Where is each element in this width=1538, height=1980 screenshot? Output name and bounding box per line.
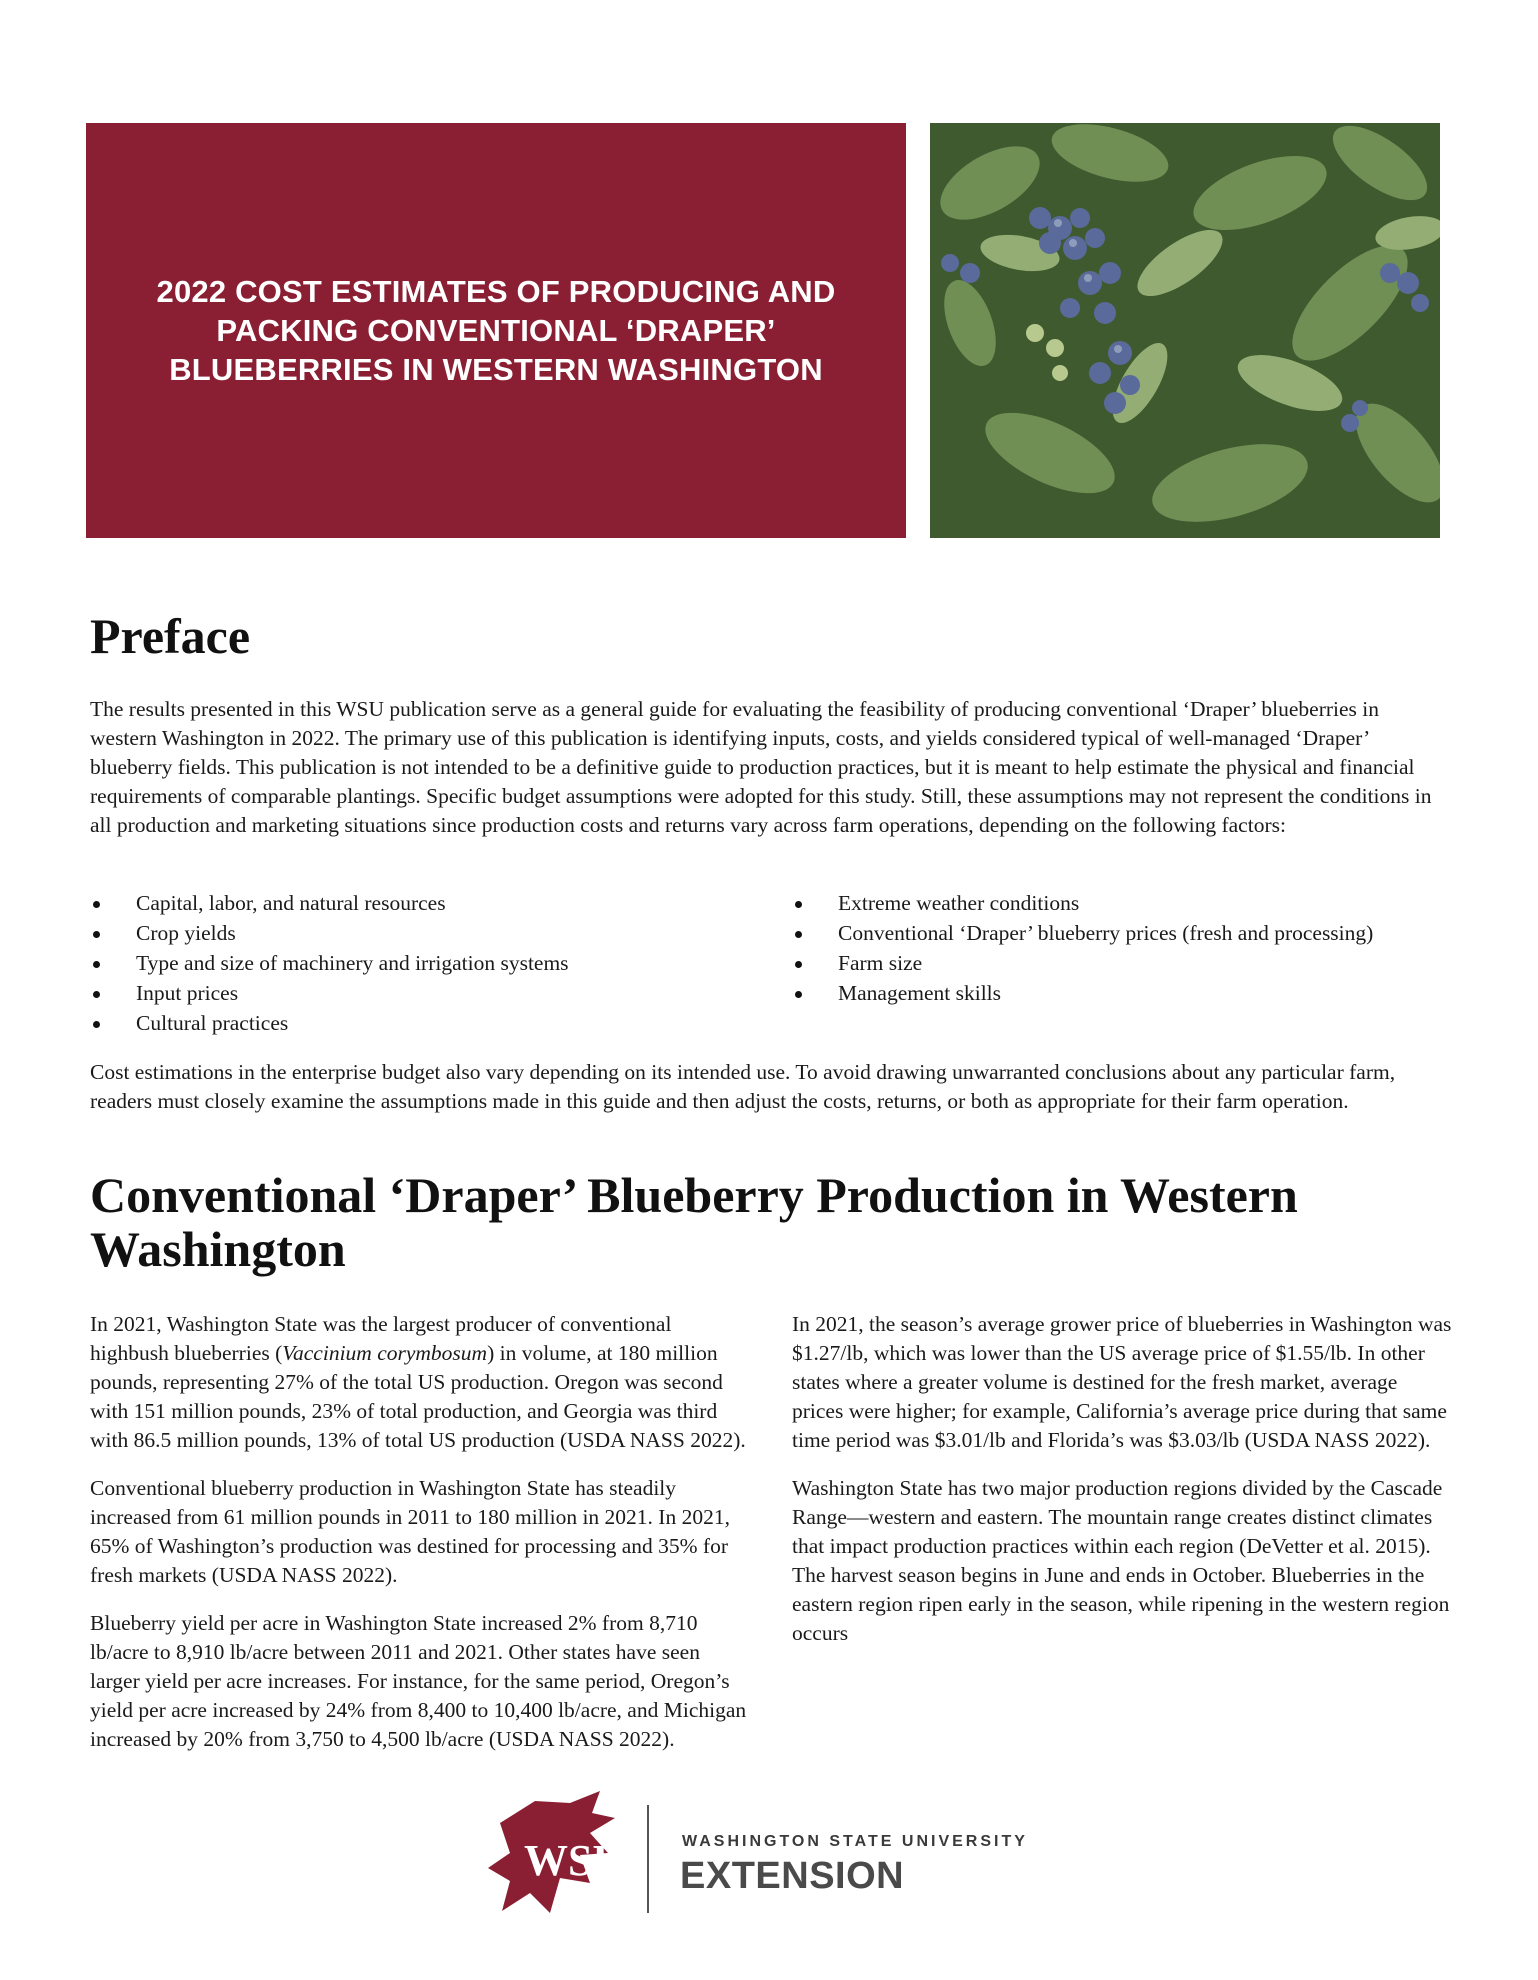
list-item: Cultural practices [90, 1008, 730, 1038]
logo-letters: WSU [524, 1836, 625, 1885]
blueberry-photo [930, 123, 1440, 538]
extension-label: EXTENSION [680, 1855, 905, 1897]
species-name: Vaccinium corymbosum [282, 1341, 488, 1365]
paragraph-yield: Blueberry yield per acre in Washington State increased 2% from 8,710 lb/acre to 8,910 lb/acre between 2011 and 2021. Other states have seen larger yield per acre increases. For instance, for the same period, Oregon’s yield per acre increased by 24% from 8,400 to 10,400 lb/acre, and Michigan increased by 20% from 3,750 to 4,500 lb/acre (USDA NASS 2022). [90, 1611, 747, 1751]
publication-title: 2022 COST ESTIMATES OF PRODUCING AND PACKING CONVENTIONAL ‘DRAPER’ BLUEBERRIES IN WESTERN WASHINGTON [156, 274, 836, 387]
list-item: Capital, labor, and natural resources [90, 888, 730, 918]
list-item: Farm size [792, 948, 1412, 978]
list-item: Input prices [90, 978, 730, 1008]
preface-intro: The results presented in this WSU publication serve as a general guide for evaluating the feasibility of producing conventional ‘Draper’ blueberries in western Washington in 2022. The primary use of this publication is identifying inputs, costs, and yields considered typical of well-managed ‘Draper’ blueberry fields. This publication is not intended to be a definitive guide to production practices, but it is meant to help estimate the physical and financial requirements of comparable plantings. Specific budget assumptions were adopted for this study. Still, these assumptions may not represent the conditions in all production and marketing situations since production costs and returns vary across farm operations, depending on the following factors: [90, 697, 1432, 837]
footer-divider [647, 1805, 649, 1913]
text-span: ) in volume, at 180 million pounds, representing 27% of the total US production. Oregon was second with 151 million pounds, 23% of total production, and Georgia was third with 86.5 million pounds, 13% of total US production (USDA NASS 2022). [90, 1341, 746, 1452]
left-column [90, 1310, 750, 1773]
title-banner [86, 123, 906, 538]
list-item: Management skills [792, 978, 1412, 1008]
factors-list-right [792, 888, 1412, 1008]
list-item: Extreme weather conditions [792, 888, 1412, 918]
factors-list-left [90, 888, 730, 1038]
footer-logo [480, 1783, 1080, 1923]
text-span: In 2021, Washington State was the largest producer of conventional highbush blueberries ( [90, 1312, 672, 1365]
paragraph-2021-producers [90, 1310, 750, 1455]
wsu-cougar-logo-icon [480, 1783, 630, 1923]
list-item: Crop yields [90, 918, 730, 948]
university-name: WASHINGTON STATE UNIVERSITY [682, 1833, 1028, 1850]
production-heading: Conventional ‘Draper’ Blueberry Production in Western Washington [90, 1167, 1298, 1277]
right-column [792, 1310, 1452, 1667]
preface-closing: Cost estimations in the enterprise budget also vary depending on its intended use. To avoid drawing unwarranted conclusions about any particular farm, readers must closely examine the assumptions made in this guide and then adjust the costs, returns, or both as appropriate for their farm operation. [90, 1060, 1396, 1113]
paragraph-production-growth: Conventional blueberry production in Washington State has steadily increased from 61 million pounds in 2011 to 180 million in 2021. In 2021, 65% of Washington’s production was destined for processing and 35% for fresh markets (USDA NASS 2022). [90, 1476, 730, 1587]
list-item: Type and size of machinery and irrigation systems [90, 948, 730, 978]
paragraph-prices: In 2021, the season’s average grower price of blueberries in Washington was $1.27/lb, which was lower than the US average price of $1.55/lb. In other states where a greater volume is destined for the fresh market, average prices were higher; for example, California’s average price during that same time period was $3.01/lb and Florida’s was $3.03/lb (USDA NASS 2022). [792, 1312, 1452, 1452]
blueberry-bush-image [930, 123, 1440, 538]
preface-heading: Preface [90, 608, 251, 664]
list-item: Conventional ‘Draper’ blueberry prices (fresh and processing) [792, 918, 1412, 948]
paragraph-regions: Washington State has two major production regions divided by the Cascade Range—western and eastern. The mountain range creates distinct climates that impact production practices within each region (DeVetter et al. 2015). The harvest season begins in June and ends in October. Blueberries in the eastern region ripen early in the season, while ripening in the western region occurs [792, 1476, 1450, 1645]
